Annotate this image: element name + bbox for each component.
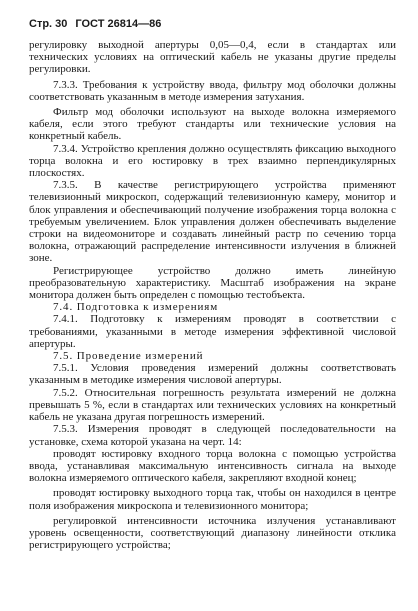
list-item: проводят юстировку входного торца волокна с помощью устройства ввода, устанавливая максимальную интенсивность сигнала на выходе волокна измеряемого оптического кабеля, закрепляют входной конец; <box>29 447 396 485</box>
paragraph: 7.3.4. Устройство крепления должно осуществлять фиксацию выходного торца волокна и его юстировку в трех взаимно перпендикулярных плоскостях. <box>29 142 396 180</box>
paragraph: Фильтр мод оболочки используют на выходе волокна измеряемого кабеля, если этого требуют стандарты или технические условия на конкретный кабель. <box>29 106 396 143</box>
list-item: регулировкой интенсивности источника излучения устанавливают уровень освещенности, соответствующий диапазону линейности отклика регистрирующего устройства; <box>29 514 396 552</box>
paragraph: 7.3.5. В качестве регистрирующего устройства применяют телевизионный микроскоп, содержащий телевизионную камеру, монитор и блок управления и обеспечивающий получение изображения торца волокна с требуемым увеличением. Блок управления должен обеспечивать выделение строки на видеомониторе и создавать линейный растр по сечению торца волокна, отражающий распределение интенсивности излучения в ближней зоне. <box>29 179 396 265</box>
standard-number: ГОСТ 26814—86 <box>75 18 162 30</box>
paragraph: регулировку выходной апертуры 0,05—0,4, если в стандартах или технических условиях на оптический кабель не указаны другие пределы регулировки. <box>29 39 396 76</box>
paragraph: Регистрирующее устройство должно иметь линейную преобразовательную характеристику. Масштаб изображения на экране монитора должен быть определен с помощью тестобъекта. <box>29 264 396 302</box>
page-header <box>29 17 396 31</box>
paragraph: 7.3.3. Требования к устройству ввода, фильтру мод оболочки должны соответствовать указанным в методе измерения затухания. <box>29 78 396 103</box>
body-text <box>29 39 396 551</box>
paragraph: 7.4.1. Подготовку к измерениям проводят в соответствии с требованиями, указанными в методе измерения эффективной числовой апертуры. <box>29 313 396 350</box>
paragraph: 7.5.2. Относительная погрешность результата измерений не должна превышать 5 %, если в стандартах или технических условиях на конкретный кабель не указана другая погрешность измерений. <box>29 386 396 424</box>
paragraph: 7.5.1. Условия проведения измерений должны соответствовать указанным в методике измерения числовой апертуры. <box>29 362 396 387</box>
section-heading: 7.4. Подготовка к измерениям <box>53 301 219 314</box>
page-number: Стр. 30 <box>29 18 68 30</box>
list-item: проводят юстировку выходного торца так, чтобы он находился в центре поля изображения микроскопа и телевизионного монитора; <box>29 487 396 512</box>
section-heading: 7.5. Проведение измерений <box>53 350 204 363</box>
paragraph: 7.5.3. Измерения проводят в следующей последовательности на установке, схема которой указана на черт. 14: <box>29 423 396 448</box>
